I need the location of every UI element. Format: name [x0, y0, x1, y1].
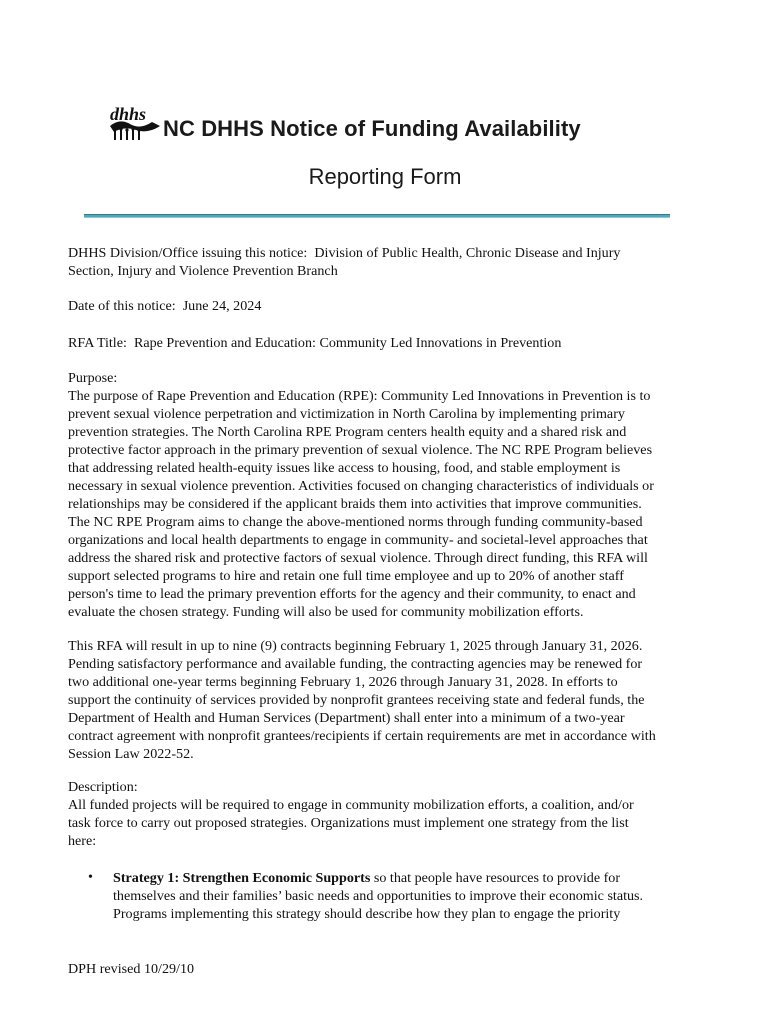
contracts-section	[68, 637, 702, 763]
rfa-title: Rape Prevention and Education: Community Led Innovations in Prevention	[133, 335, 562, 351]
division-value-1: Division of Public Health, Chronic Disease and Injury	[314, 245, 621, 261]
purpose-line: The purpose of Rape Prevention and Education (RPE): Community Led Innovations in Prevention is to	[68, 388, 651, 404]
footer-revision: DPH revised 10/29/10	[68, 961, 195, 977]
purpose-label: Purpose:	[68, 370, 118, 386]
date-section	[68, 297, 702, 315]
strategy-list	[68, 869, 708, 923]
purpose-line: protective factor approach in the primary prevention of sexual violence. The NC RPE Program believes	[68, 442, 653, 458]
document-header	[108, 100, 688, 148]
purpose-line: address the shared risk and protective factors of sexual violence. Through direct funding, this RFA will	[68, 550, 648, 566]
contracts-line: Pending satisfactory performance and available funding, the contracting agencies may be renewed for	[68, 656, 643, 672]
page-subtitle: Reporting Form	[308, 164, 462, 189]
list-item	[68, 869, 708, 923]
purpose-line: The NC RPE Program aims to change the above-mentioned norms through funding community-based	[68, 514, 643, 530]
contracts-line: This RFA will result in up to nine (9) contracts beginning February 1, 2025 through January 31, 2026.	[68, 638, 643, 654]
purpose-line: person's time to lead the primary prevention efforts for the agency and their community, to enact and	[68, 586, 636, 602]
contracts-line: support the continuity of services provided by nonprofit grantees receiving state and federal funds, the	[68, 692, 645, 708]
dhhs-logo-icon	[108, 100, 162, 144]
bullet-icon: •	[88, 870, 93, 885]
rfa-section	[68, 334, 702, 352]
description-line: here:	[68, 833, 97, 849]
contracts-line: two additional one-year terms beginning February 1, 2026 through January 31, 2028. In efforts to	[68, 674, 618, 690]
date-label: Date of this notice:	[68, 298, 176, 314]
contracts-line: contract agreement with nonprofit grantees/recipients if certain requirements are met in accordance with	[68, 728, 656, 744]
purpose-line: prevent sexual violence perpetration and victimization in North Carolina by implementing primary	[68, 406, 625, 422]
division-section	[68, 244, 702, 280]
description-line: All funded projects will be required to engage in community mobilization efforts, a coalition, and/or	[68, 797, 634, 813]
purpose-line: evaluate the chosen strategy. Funding will also be used for community mobilization efforts.	[68, 604, 584, 620]
purpose-line: that addressing related health-equity issues like access to housing, food, and stable employment is	[68, 460, 621, 476]
description-label: Description:	[68, 779, 138, 795]
purpose-section	[68, 369, 702, 621]
purpose-line: necessary in sexual violence prevention. Activities focused on changing characteristics of individuals or	[68, 478, 654, 494]
purpose-line: organizations and local health departments to engage in community- and societal-level approaches that	[68, 532, 648, 548]
strategy-text: themselves and their families’ basic needs and opportunities to improve their economic status.	[113, 888, 644, 904]
date-value: June 24, 2024	[182, 298, 262, 314]
purpose-line: prevention strategies. The North Carolina RPE Program centers health equity and a shared risk and	[68, 424, 627, 440]
strategy-text: Programs implementing this strategy should describe how they plan to engage the priority	[113, 906, 621, 922]
header-divider	[84, 214, 670, 218]
description-line: task force to carry out proposed strategies. Organizations must implement one strategy from the list	[68, 815, 629, 831]
logo-text: dhhs	[110, 104, 147, 124]
contracts-line: Department of Health and Human Services (Department) shall enter into a minimum of a two-year	[68, 710, 625, 726]
description-section	[68, 778, 702, 850]
rfa-label: RFA Title:	[68, 335, 127, 351]
division-label: DHHS Division/Office issuing this notice:	[68, 245, 308, 261]
page-title: NC DHHS Notice of Funding Availability	[163, 116, 581, 141]
contracts-line: Session Law 2022-52.	[68, 746, 194, 762]
purpose-line: relationships may be considered if the applicant braids them into activities that improve communities.	[68, 496, 642, 512]
division-line-1	[68, 244, 702, 262]
purpose-line: support selected programs to hire and retain one full time employee and up to 20% of another staff	[68, 568, 624, 584]
strategy-title: Strategy 1: Strengthen Economic Supports	[113, 870, 371, 886]
strategy-text: so that people have resources to provide for	[370, 870, 621, 886]
division-value-2: Section, Injury and Violence Prevention Branch	[68, 263, 338, 279]
